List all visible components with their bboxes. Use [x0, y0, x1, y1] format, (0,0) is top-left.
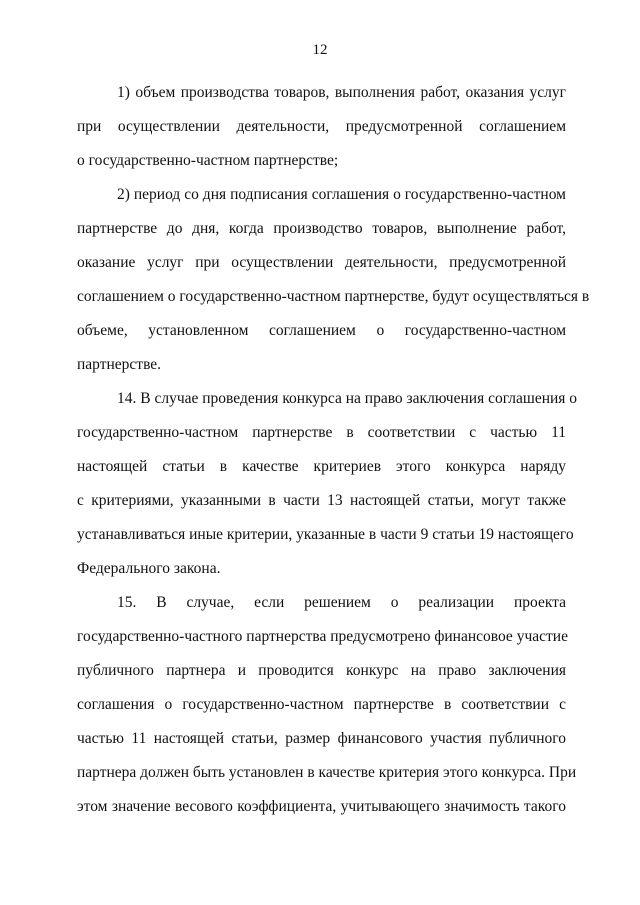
- text-line: устанавливаться иные критерии, указанные в части 9 статьи 19 настоящего: [77, 526, 574, 543]
- text-line: этом значение весового коэффициента, учитывающего значимость такого: [77, 798, 566, 815]
- text-line: при осуществлении деятельности, предусмотренной соглашением: [77, 118, 566, 135]
- text-line: государственно-частного партнерства предусмотрено финансовое участие: [77, 628, 568, 645]
- text-line: 2) период со дня подписания соглашения о государственно-частном: [117, 186, 566, 203]
- text-line: 14. В случае проведения конкурса на право заключения соглашения о: [117, 390, 578, 407]
- paragraph-14: [77, 382, 578, 586]
- text-line: 15. В случае, если решением о реализации проекта: [117, 594, 566, 611]
- text-line: частью 11 настоящей статьи, размер финансового участия публичного: [77, 730, 566, 747]
- text-line: настоящей статьи в качестве критериев этого конкурса наряду: [77, 458, 566, 475]
- text-line: оказание услуг при осуществлении деятельности, предусмотренной: [77, 254, 566, 271]
- text-line: партнерстве до дня, когда производство товаров, выполнение работ,: [77, 220, 566, 237]
- text-line: с критериями, указанными в части 13 настоящей статьи, могут также: [77, 492, 566, 509]
- document-body: [77, 76, 590, 824]
- paragraph-item-2: [77, 178, 590, 382]
- paragraph-item-1: [77, 76, 566, 178]
- text-line: соглашения о государственно-частном партнерстве в соответствии с: [77, 696, 566, 713]
- text-line: партнера должен быть установлен в качестве критерия этого конкурса. При: [77, 764, 577, 781]
- page-number: 12: [312, 42, 328, 58]
- text-line: объеме, установленном соглашением о государственно-частном: [77, 322, 566, 339]
- text-line: публичного партнера и проводится конкурс на право заключения: [77, 662, 566, 679]
- paragraph-15: [77, 586, 577, 824]
- text-line: Федерального закона.: [77, 560, 221, 577]
- text-line: 1) объем производства товаров, выполнения работ, оказания услуг: [117, 84, 566, 101]
- text-line: государственно-частном партнерстве в соответствии с частью 11: [77, 424, 566, 441]
- text-line: партнерстве.: [77, 356, 162, 373]
- text-line: соглашением о государственно-частном партнерстве, будут осуществляться в: [77, 288, 590, 305]
- text-line: о государственно-частном партнерстве;: [77, 152, 339, 169]
